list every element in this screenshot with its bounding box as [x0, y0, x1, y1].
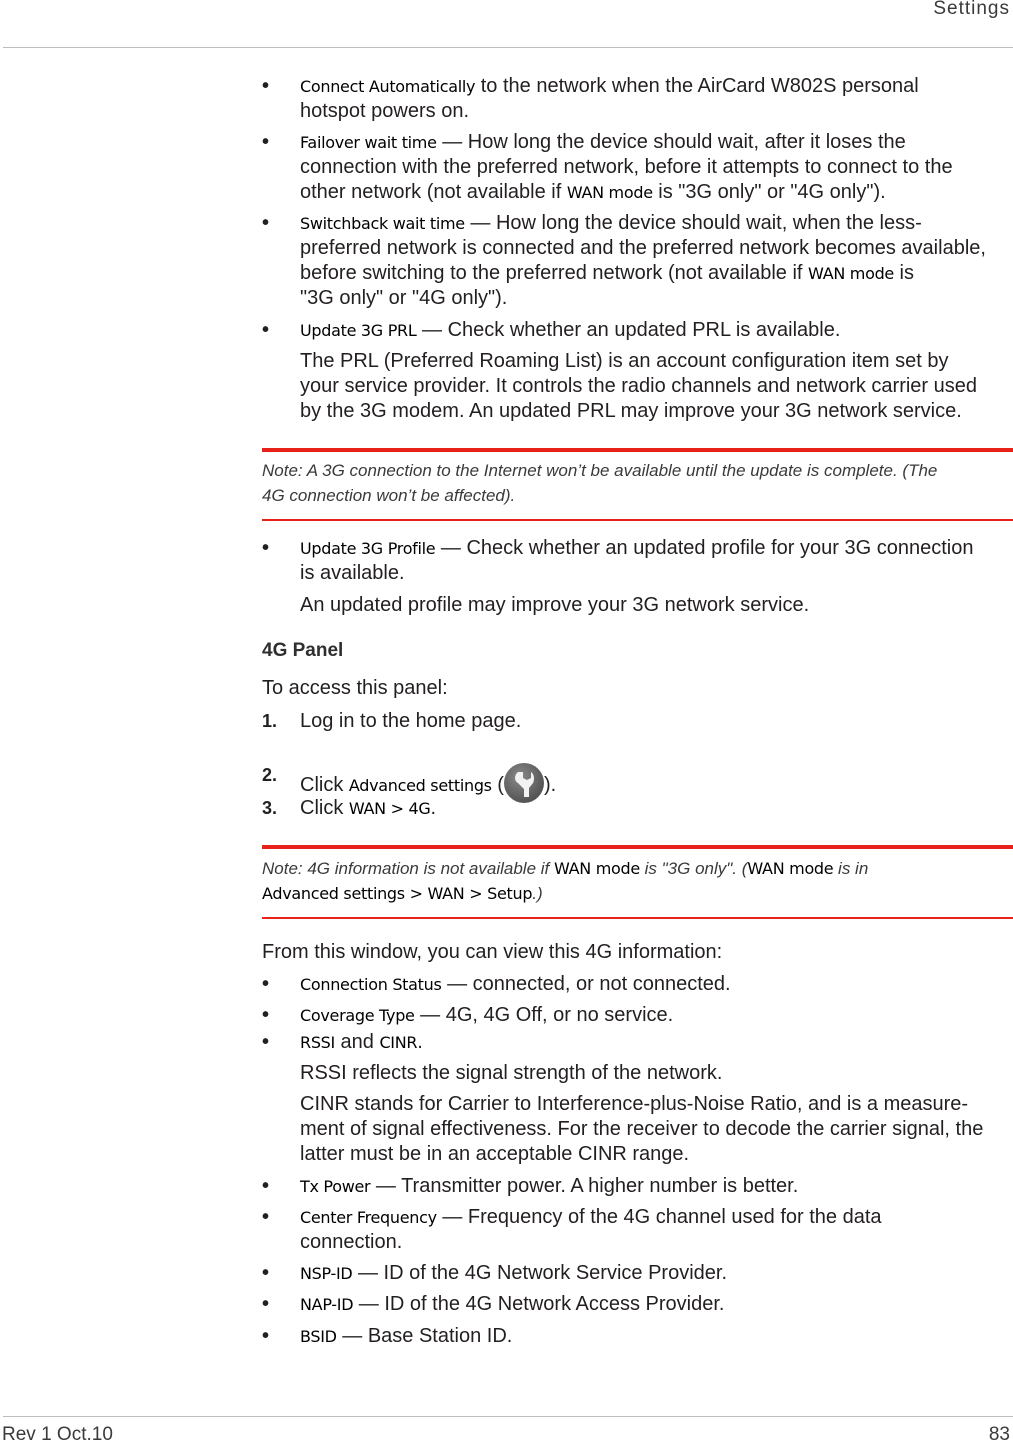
note-text: Note: 4G information is not available if	[262, 859, 554, 878]
step-text: Click	[300, 797, 349, 819]
term-cinr: CINR	[379, 1033, 418, 1052]
list-item-nap-id	[300, 1292, 1010, 1317]
bullet: •	[262, 1004, 270, 1026]
item-text: — Frequency of the 4G channel used for the data	[436, 1206, 882, 1228]
item-text: before switching to the preferred network (not available if	[300, 262, 809, 284]
item-text: — 4G, 4G Off, or no service.	[414, 1004, 674, 1026]
list-item-update-3g-profile	[300, 536, 1010, 586]
note-text: 4G connection won’t be affected).	[262, 486, 516, 505]
note-bottom-rule	[262, 519, 1013, 521]
footer-revision: Rev 1 Oct.10	[2, 1424, 113, 1445]
list-item-connection-status	[300, 972, 1010, 997]
footer-divider	[3, 1416, 1013, 1417]
step-number: 1.	[262, 711, 278, 731]
list-item-failover-wait-time	[300, 130, 1010, 205]
note-text: is "3G only". (	[639, 859, 748, 878]
item-text: preferred network is connected and the preferred network becomes available,	[300, 237, 986, 259]
info-intro: From this window, you can view this 4G information:	[262, 941, 723, 963]
access-intro: To access this panel:	[262, 677, 448, 699]
prl-description	[300, 349, 1010, 424]
note-text: Note: A 3G connection to the Internet won’t be available until the update is complete. (The	[262, 461, 938, 480]
profile-description: An updated profile may improve your 3G network service.	[300, 594, 810, 616]
list-item-coverage-type	[300, 1003, 1010, 1028]
item-text: — ID of the 4G Network Access Provider.	[353, 1293, 725, 1315]
note-4g-availability	[262, 856, 1010, 906]
note-top-rule	[262, 845, 1013, 849]
item-text: ment of signal effectiveness. For the receiver to decode the carrier signal, the	[300, 1118, 984, 1140]
item-text: — Check whether an updated PRL is available.	[416, 319, 841, 341]
rssi-description: RSSI reflects the signal strength of the network.	[300, 1062, 723, 1084]
list-item-tx-power	[300, 1174, 1010, 1199]
section-heading-4g-panel: 4G Panel	[262, 640, 344, 661]
step-1: Log in to the home page.	[300, 710, 522, 732]
item-text: other network (not available if	[300, 181, 567, 203]
term-rssi: RSSI	[300, 1033, 335, 1052]
term-center-frequency: Center Frequency	[300, 1208, 437, 1227]
term-wan-4g: WAN > 4G	[348, 799, 431, 818]
term-nsp-id: NSP-ID	[300, 1264, 353, 1283]
bullet: •	[262, 973, 270, 995]
list-item-rssi-cinr	[300, 1030, 1010, 1055]
term-bsid: BSID	[300, 1327, 337, 1346]
term-wan-mode: WAN mode	[747, 859, 834, 878]
bullet: •	[262, 319, 270, 341]
note-text: is in	[833, 859, 869, 878]
item-text: — Check whether an updated profile for your 3G connection	[435, 537, 974, 559]
item-text: — ID of the 4G Network Service Provider.	[352, 1262, 728, 1284]
item-text: your service provider. It controls the radio channels and network carrier used	[300, 375, 978, 397]
note-bottom-rule	[262, 917, 1013, 919]
item-text: to the network when the AirCard W802S personal	[475, 75, 919, 97]
term-advanced-settings: Advanced settings	[348, 776, 492, 795]
step-text: ).	[543, 774, 557, 796]
bullet: •	[262, 1031, 270, 1053]
bullet: •	[262, 537, 270, 559]
step-number: 3.	[262, 798, 278, 818]
bullet: •	[262, 1293, 270, 1315]
bullet: •	[262, 212, 270, 234]
term-wan-mode: WAN mode	[553, 859, 640, 878]
item-text: The PRL (Preferred Roaming List) is an account configuration item set by	[300, 350, 949, 372]
step-number: 2.	[262, 765, 278, 785]
item-text: is "3G only" or "4G only").	[652, 181, 886, 203]
item-text: — Base Station ID.	[336, 1325, 513, 1347]
list-item-center-frequency	[300, 1205, 1010, 1255]
term-nap-id: NAP-ID	[300, 1295, 354, 1314]
term-connection-status: Connection Status	[300, 975, 442, 994]
item-text: is	[893, 262, 914, 284]
item-text: — How long the device should wait, after it loses the	[436, 131, 906, 153]
cinr-description	[300, 1092, 1010, 1167]
term-update-3g-prl: Update 3G PRL	[300, 321, 417, 340]
item-text: — connected, or not connected.	[441, 973, 731, 995]
bullet: •	[262, 1262, 270, 1284]
term-coverage-type: Coverage Type	[300, 1006, 415, 1025]
term-connect-automatically: Connect Automatically	[300, 77, 476, 96]
term-advanced-settings-path: Advanced settings > WAN > Setup	[262, 884, 533, 903]
step-text: (	[491, 774, 504, 796]
list-item-switchback-wait-time	[300, 211, 1010, 311]
item-text: and	[334, 1031, 380, 1053]
header-divider	[3, 47, 1013, 48]
page-number: 83	[988, 1424, 1010, 1445]
list-item-nsp-id	[300, 1261, 1010, 1286]
list-item-update-3g-prl	[300, 318, 1010, 343]
bullet: •	[262, 131, 270, 153]
item-text: connection.	[300, 1231, 403, 1253]
term-wan-mode: WAN mode	[566, 183, 653, 202]
item-text: — Transmitter power. A higher number is better.	[370, 1175, 799, 1197]
page-header-title: Settings	[933, 0, 1010, 19]
bullet: •	[262, 1325, 270, 1347]
bullet: •	[262, 1206, 270, 1228]
note-top-rule	[262, 448, 1013, 452]
bullet: •	[262, 1175, 270, 1197]
item-text: CINR stands for Carrier to Interference-plus-Noise Ratio, and is a measure-	[300, 1093, 969, 1115]
step-3	[300, 796, 1010, 821]
list-item-bsid	[300, 1324, 1010, 1349]
item-text: by the 3G modem. An updated PRL may improve your 3G network service.	[300, 400, 962, 422]
item-text: "3G only" or "4G only").	[300, 287, 508, 309]
note-text: .)	[532, 884, 543, 903]
step-text: Click	[300, 774, 349, 796]
term-update-3g-profile: Update 3G Profile	[300, 539, 436, 558]
term-failover-wait-time: Failover wait time	[300, 133, 437, 152]
item-text: .	[417, 1031, 423, 1053]
item-text: is available.	[300, 562, 405, 584]
term-switchback-wait-time: Switchback wait time	[300, 214, 465, 233]
bullet: •	[262, 75, 270, 97]
item-text: connection with the preferred network, before it attempts to connect to the	[300, 156, 953, 178]
step-text: .	[430, 797, 437, 819]
note-3g-update	[262, 458, 1010, 508]
item-text: hotspot powers on.	[300, 100, 469, 122]
term-wan-mode: WAN mode	[808, 264, 894, 283]
list-item-connect-automatically	[300, 74, 1010, 124]
item-text: — How long the device should wait, when the less-	[464, 212, 922, 234]
item-text: latter must be in an acceptable CINR range.	[300, 1143, 690, 1165]
term-tx-power: Tx Power	[300, 1177, 371, 1196]
